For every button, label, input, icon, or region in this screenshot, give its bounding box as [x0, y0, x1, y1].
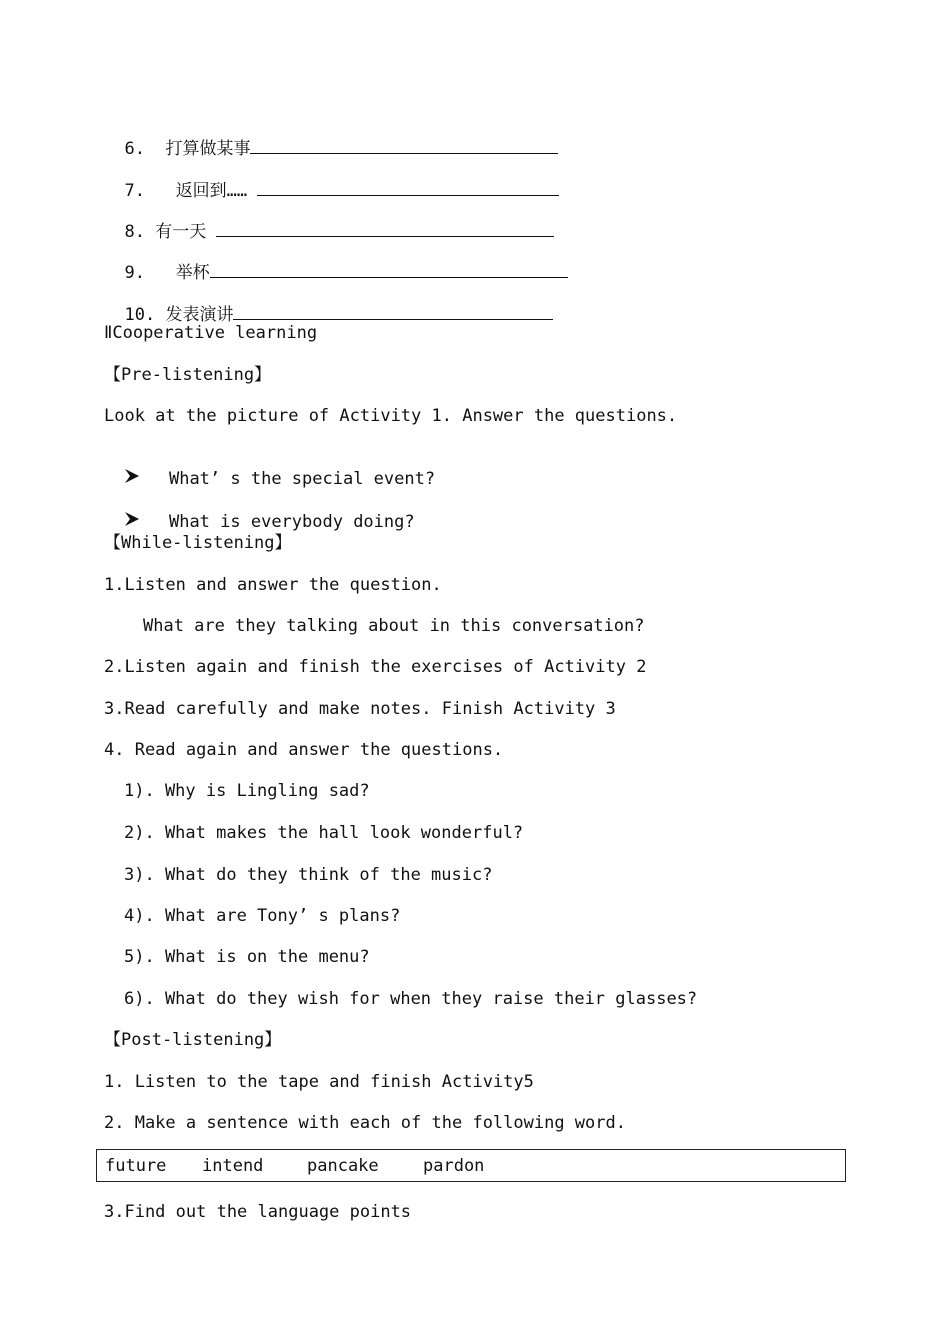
- answer-blank[interactable]: [250, 137, 558, 154]
- post-listening-heading: 【Post-listening】: [104, 1030, 282, 1050]
- vocab-item-9: [104, 239, 568, 284]
- while-listening-task-3: 3.Read carefully and make notes. Finish Activity 3: [104, 699, 616, 719]
- pre-listening-question: [104, 489, 415, 533]
- word-box: [96, 1149, 846, 1182]
- answer-blank[interactable]: [257, 179, 559, 196]
- pre-listening-instruction: Look at the picture of Activity 1. Answer the questions.: [104, 406, 678, 426]
- vocab-text: 有一天: [155, 222, 207, 242]
- vocab-number: 8.: [124, 222, 145, 242]
- reading-question: 2). What makes the hall look wonderful?: [124, 823, 524, 843]
- vocab-number: 7.: [124, 181, 145, 201]
- question-text: What is everybody doing?: [168, 512, 415, 532]
- post-listening-task-2: 2. Make a sentence with each of the following word.: [104, 1113, 626, 1133]
- while-listening-task-1: 1.Listen and answer the question.: [104, 575, 442, 595]
- task-1-question: What are they talking about in this conversation?: [143, 616, 645, 636]
- while-listening-heading: 【While-listening】: [104, 533, 292, 553]
- answer-blank[interactable]: [233, 303, 553, 320]
- post-listening-task-1: 1. Listen to the tape and finish Activity5: [104, 1072, 534, 1092]
- arrow-bullet-icon: [124, 468, 148, 490]
- answer-blank[interactable]: [216, 220, 554, 237]
- word-item: intend: [202, 1156, 264, 1176]
- reading-question: 4). What are Tony’ s plans?: [124, 906, 401, 926]
- reading-question: 5). What is on the menu?: [124, 947, 370, 967]
- word-item: pardon: [423, 1156, 485, 1176]
- answer-blank[interactable]: [210, 261, 568, 278]
- while-listening-task-4: 4. Read again and answer the questions.: [104, 740, 504, 760]
- arrow-bullet-icon: [124, 511, 148, 533]
- reading-question: 3). What do they think of the music?: [124, 865, 493, 885]
- vocab-text: 发表演讲: [165, 305, 234, 325]
- vocab-text: 打算做某事: [165, 139, 251, 159]
- while-listening-task-2: 2.Listen again and finish the exercises of Activity 2: [104, 657, 647, 677]
- vocab-item-6: [104, 115, 558, 160]
- vocab-item-8: [104, 198, 554, 243]
- word-item: pancake: [307, 1156, 379, 1176]
- vocab-number: 6.: [124, 139, 145, 159]
- pre-listening-question: [104, 446, 435, 490]
- question-text: What’ s the special event?: [168, 469, 436, 489]
- word-item: future: [105, 1156, 167, 1176]
- vocab-number: 10.: [124, 305, 156, 325]
- pre-listening-heading: 【Pre-listening】: [104, 365, 272, 385]
- vocab-text: 举杯: [175, 263, 210, 283]
- reading-question: 1). Why is Lingling sad?: [124, 781, 370, 801]
- vocab-item-10: [104, 281, 553, 326]
- post-listening-task-3: 3.Find out the language points: [104, 1202, 412, 1222]
- vocab-number: 9.: [124, 263, 145, 283]
- reading-question: 6). What do they wish for when they raise their glasses?: [124, 989, 698, 1009]
- vocab-item-7: [104, 157, 559, 202]
- vocab-text: 返回到……: [175, 181, 248, 201]
- section-title: ⅡCooperative learning: [104, 323, 318, 343]
